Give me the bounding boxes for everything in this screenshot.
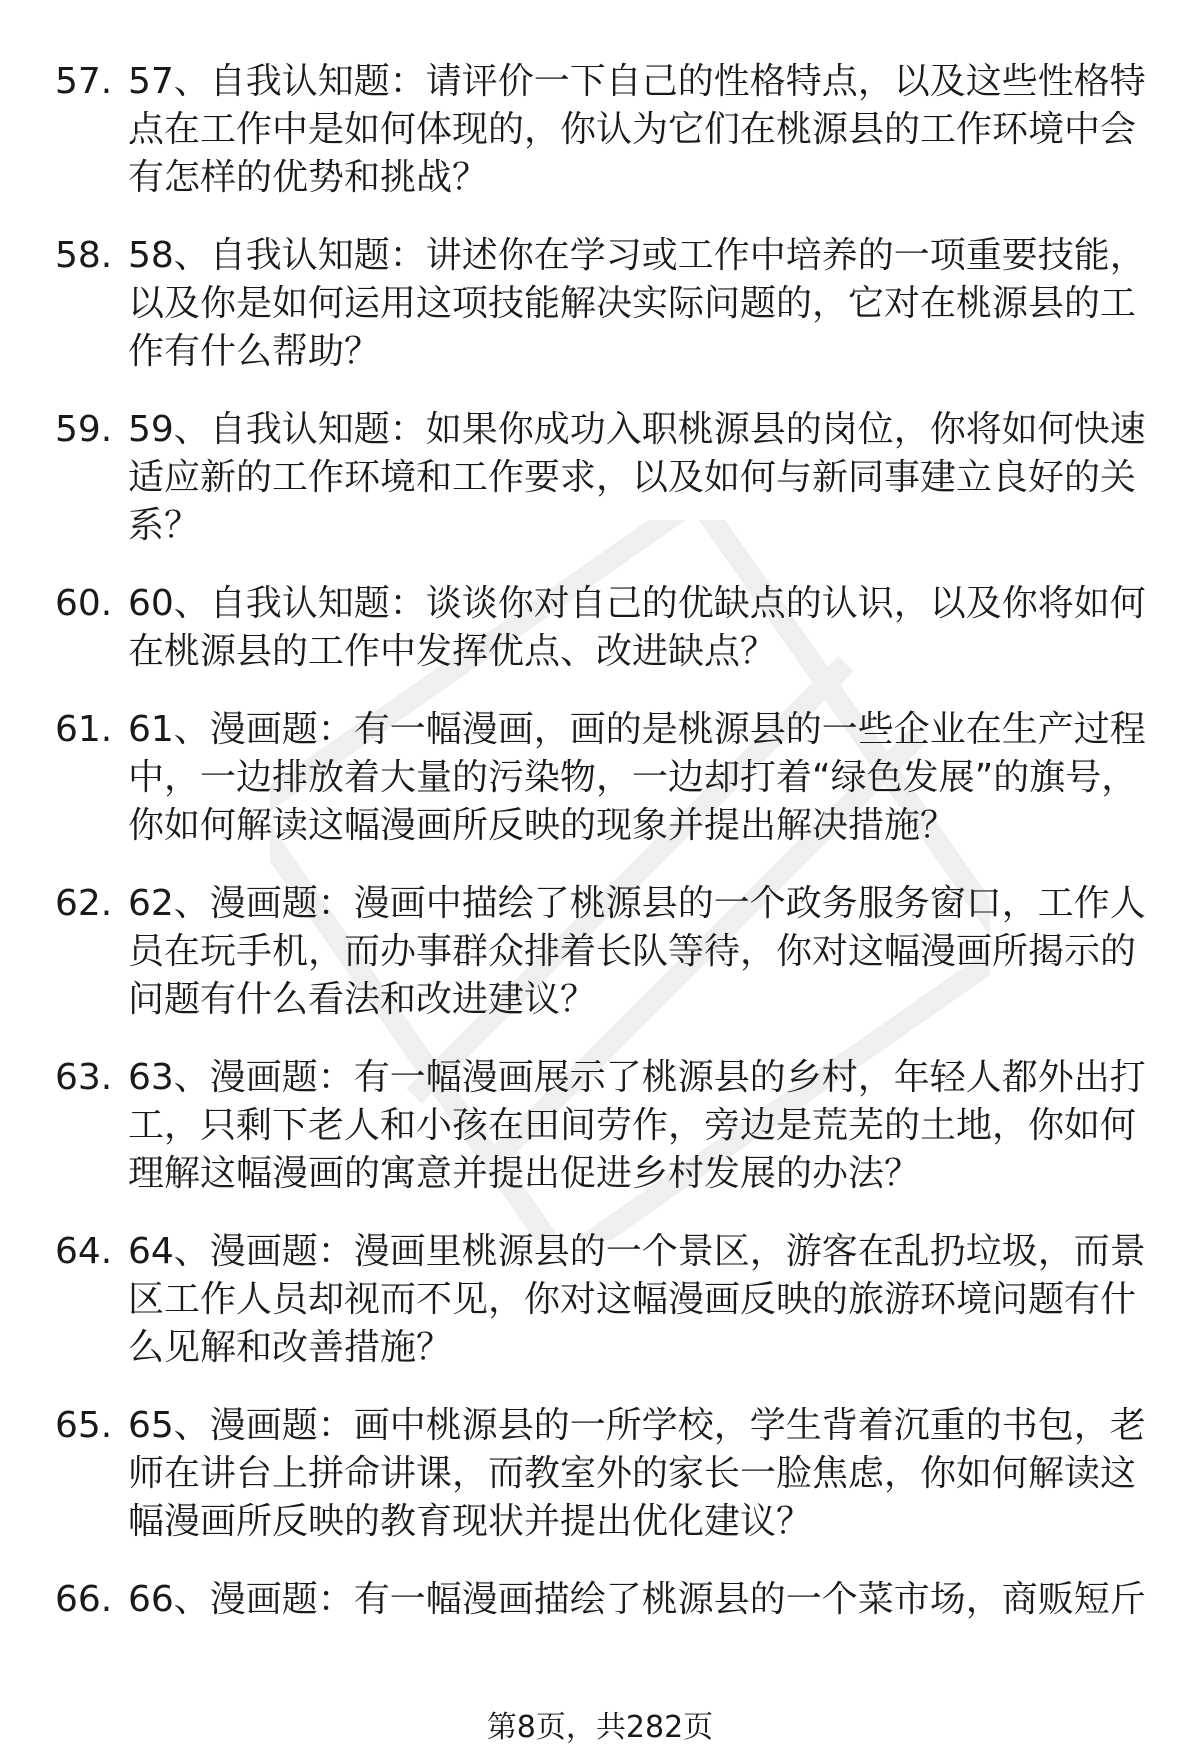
item-number: 63. (55, 1057, 113, 1098)
list-item (0, 1576, 1200, 1624)
item-text: 65、漫画题：画中桃源县的一所学校，学生背着沉重的书包，老师在讲台上拼命讲课，而教室外的家长一脸焦虑，你如何解读这幅漫画所反映的教育现状并提出优化建议？ (128, 1405, 1146, 1542)
item-text: 63、漫画题：有一幅漫画展示了桃源县的乡村，年轻人都外出打工，只剩下老人和小孩在田间劳作，旁边是荒芜的土地，你如何理解这幅漫画的寓意并提出促进乡村发展的办法？ (128, 1057, 1146, 1194)
list-item (0, 580, 1200, 676)
list-item (0, 706, 1200, 850)
list-item (0, 1228, 1200, 1372)
item-number: 66. (55, 1579, 113, 1620)
page-footer: 第8页，共282页 (486, 1710, 714, 1745)
item-text: 66、漫画题：有一幅漫画描绘了桃源县的一个菜市场，商贩短斤 (128, 1579, 1146, 1620)
question-list (0, 58, 1200, 1654)
item-number: 60. (55, 583, 113, 624)
list-item (0, 1402, 1200, 1546)
item-number: 57. (55, 61, 113, 102)
list-item (0, 406, 1200, 550)
item-text: 64、漫画题：漫画里桃源县的一个景区，游客在乱扔垃圾，而景区工作人员却视而不见，你对这幅漫画反映的旅游环境问题有什么见解和改善措施？ (128, 1231, 1146, 1368)
item-number: 58. (55, 235, 113, 276)
item-text: 57、自我认知题：请评价一下自己的性格特点，以及这些性格特点在工作中是如何体现的，你认为它们在桃源县的工作环境中会有怎样的优势和挑战？ (128, 61, 1146, 198)
item-number: 61. (55, 709, 113, 750)
item-number: 62. (55, 883, 113, 924)
list-item (0, 1054, 1200, 1198)
item-text: 61、漫画题：有一幅漫画，画的是桃源县的一些企业在生产过程中，一边排放着大量的污染物，一边却打着“绿色发展”的旗号，你如何解读这幅漫画所反映的现象并提出解决措施？ (128, 709, 1146, 846)
item-number: 65. (55, 1405, 113, 1446)
list-item (0, 232, 1200, 376)
list-item (0, 880, 1200, 1024)
item-text: 60、自我认知题：谈谈你对自己的优缺点的认识，以及你将如何在桃源县的工作中发挥优点、改进缺点？ (128, 583, 1146, 672)
item-text: 59、自我认知题：如果你成功入职桃源县的岗位，你将如何快速适应新的工作环境和工作要求，以及如何与新同事建立良好的关系？ (128, 409, 1146, 546)
item-text: 58、自我认知题：讲述你在学习或工作中培养的一项重要技能，以及你是如何运用这项技能解决实际问题的，它对在桃源县的工作有什么帮助？ (128, 235, 1146, 372)
item-text: 62、漫画题：漫画中描绘了桃源县的一个政务服务窗口，工作人员在玩手机，而办事群众排着长队等待，你对这幅漫画所揭示的问题有什么看法和改进建议？ (128, 883, 1146, 1020)
item-number: 64. (55, 1231, 113, 1272)
list-item (0, 58, 1200, 202)
item-number: 59. (55, 409, 113, 450)
